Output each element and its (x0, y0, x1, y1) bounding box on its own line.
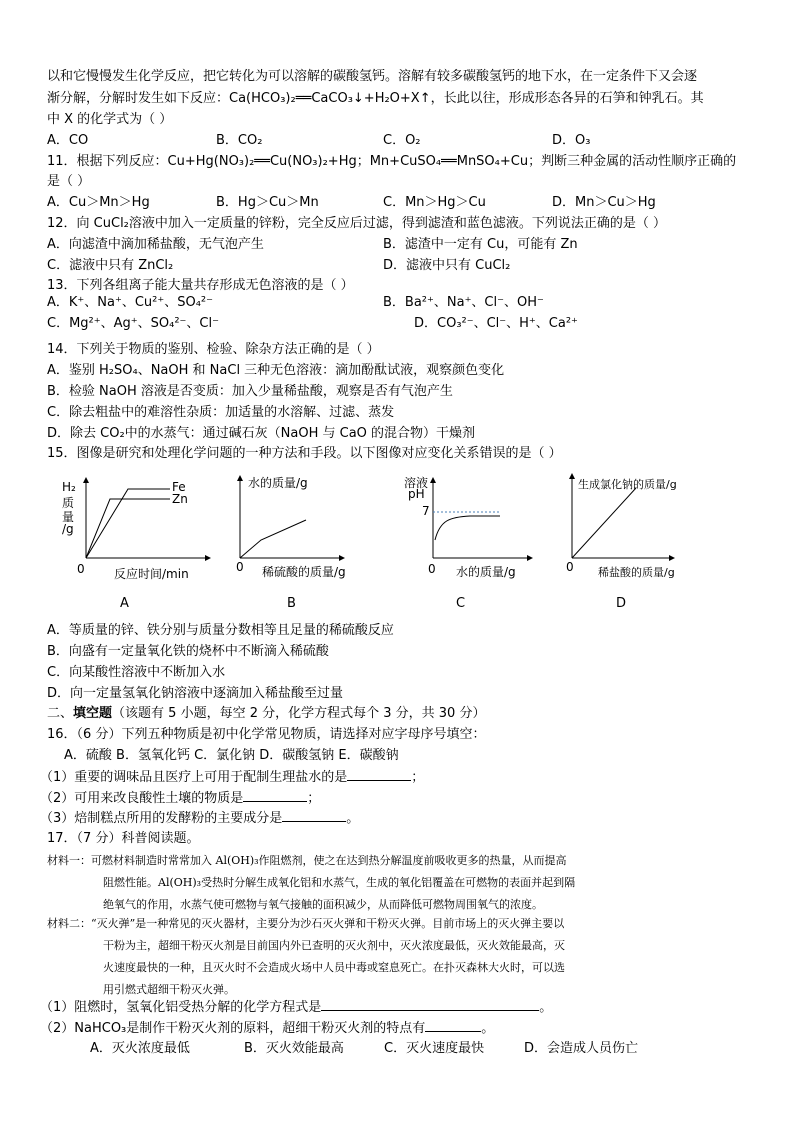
q11-stem: 11．根据下列反应：Cu+Hg(NO₃)₂══Cu(NO₃)₂+Hg；Mn+CuSO₄══MnSO₄+Cu；判断三种金属的活动性顺序正确的 (47, 154, 737, 169)
q17-blank-2[interactable] (425, 1018, 481, 1032)
section-2-heading (47, 704, 485, 724)
q17-part-2-text: （2）NaHCO₃是制作干粉灭火剂的原料，超细干粉灭火剂的特点有 (40, 1021, 426, 1036)
q17-part-1-end: 。 (539, 1000, 553, 1015)
q15-option-a: A．等质量的锌、铁分别与质量分数相等且足量的稀硫酸反应 (47, 623, 394, 638)
q16-blank-3[interactable] (282, 808, 346, 822)
graph-d-ylabel: 生成氯化钠的质量/g (578, 478, 677, 491)
material-1-line: 材料一：可燃材料制造时常常加入 Al(OH)₃作阻燃剂，使之在达到热分解温度前吸收更多的热量，从而提高 (47, 854, 567, 867)
q13-option-c: C．Mg²⁺、Ag⁺、SO₄²⁻、Cl⁻ (47, 316, 219, 331)
graph-c-xlabel: 水的质量/g (456, 565, 516, 579)
q16-part-1-end: ； (411, 770, 425, 785)
q13-option-b: B．Ba²⁺、Na⁺、Cl⁻、OH⁻ (383, 295, 544, 310)
q16-part-3-end: 。 (346, 811, 360, 826)
q17-option-d: D．会造成人员伤亡 (524, 1041, 639, 1056)
q17-option-a: A．灭火浓度最低 (90, 1041, 190, 1056)
graph-c-ylabel-2: pH (408, 487, 425, 501)
graph-d-letter: D (616, 596, 627, 611)
q16-part-3-text: （3）焙制糕点所用的发酵粉的主要成分是 (40, 811, 283, 826)
graph-a-xlabel: 反应时间/min (114, 567, 189, 581)
graph-a-ylabel-4: /g (62, 522, 74, 536)
section-2-number: 二、 (47, 706, 74, 721)
q12-option-b: B．滤渣中一定有 Cu，可能有 Zn (383, 237, 578, 252)
q15-option-c: C．向某酸性溶液中不断加入水 (47, 665, 226, 680)
graph-a-fe-label: Fe (172, 480, 186, 494)
q12-option-d: D．滤液中只有 CuCl₂ (383, 258, 511, 273)
q14-option-b: B．检验 NaOH 溶液是否变质：加入少量稀盐酸，观察是否有气泡产生 (47, 384, 453, 399)
graph-a (86, 480, 208, 558)
q11-stem: 是（ ） (47, 174, 91, 189)
q13-option-a: A．K⁺、Na⁺、Cu²⁺、SO₄²⁻ (47, 295, 213, 310)
q17-option-b: B．灭火效能最高 (244, 1041, 344, 1056)
q16-blank-1[interactable] (347, 767, 411, 781)
q16-stem: 16．（6 分）下列五种物质是初中化学常见物质，请选择对应字母序号填空： (47, 727, 486, 742)
graph-a-origin: 0 (77, 562, 85, 576)
graph-c-ylabel-1: 溶液 (404, 476, 429, 490)
question-line: 以和它慢慢发生化学反应，把它转化为可以溶解的碳酸氢钙。溶解有较多碳酸氢钙的地下水，在一定条件下又会逐 (47, 69, 698, 84)
material-2-line: 用引燃式超细干粉灭火弹。 (103, 983, 235, 996)
graph-c-origin: 0 (428, 562, 436, 576)
material-1-line: 阻燃性能。Al(OH)₃受热时分解生成氧化铝和水蒸气，生成的氧化铝覆盖在可燃物的表面并起到隔 (103, 876, 576, 889)
graph-a-zn-curve (86, 499, 170, 558)
q17-blank-1[interactable] (321, 997, 539, 1011)
q13-option-d: D．CO₃²⁻、Cl⁻、H⁺、Ca²⁺ (414, 316, 578, 331)
section-2-title: 填空题 (73, 706, 113, 721)
graph-a-ylabel-1: H₂ (62, 480, 76, 494)
q17-part-1 (40, 997, 552, 1018)
graph-a-ylabel-3: 量 (62, 510, 75, 524)
graph-b-ylabel: 水的质量/g (248, 476, 308, 490)
q12-stem: 12．向 CuCl₂溶液中加入一定质量的锌粉，完全反应后过滤，得到滤渣和蓝色滤液。下列说法正确的是（ ） (47, 216, 667, 231)
q17-part-2-end: 。 (481, 1021, 495, 1036)
q14-option-d: D．除去 CO₂中的水蒸气：通过碱石灰（NaOH 与 CaO 的混合物）干燥剂 (47, 426, 476, 441)
graph-b-xlabel: 稀硫酸的质量/g (262, 565, 346, 579)
material-2-line: 火速度最快的一种，且灭火时不会造成火场中人员中毒或窒息死亡。在扑灭森林大火时，可以选 (103, 961, 565, 974)
graph-a-zn-label: Zn (172, 492, 188, 506)
q17-stem: 17．（7 分）科普阅读题。 (47, 831, 200, 846)
q16-part-1 (40, 767, 424, 788)
graph-b-curve (240, 520, 306, 558)
material-1-line: 绝氧气的作用，水蒸气使可燃物与氧气接触的面积减少，从而降低可燃物周围氧气的浓度。 (103, 898, 543, 911)
q16-part-1-text: （1）重要的调味品且医疗上可用于配制生理盐水的是 (40, 770, 348, 785)
q13-stem: 13．下列各组离子能大量共存形成无色溶液的是（ ） (47, 278, 354, 293)
graph-c-ph7: 7 (422, 504, 430, 518)
q12-option-c: C．滤液中只有 ZnCl₂ (47, 258, 174, 273)
q15-option-d: D．向一定量氢氧化钠溶液中逐滴加入稀盐酸至过量 (47, 686, 344, 701)
q17-part-2 (40, 1018, 494, 1039)
q12-option-a: A．向滤渣中滴加稀盐酸，无气泡产生 (47, 237, 264, 252)
graph-d-curve (572, 488, 636, 558)
material-2-line: 干粉为主，超细干粉灭火剂是目前国内外已查明的灭火剂中，灭火浓度最低，灭火效能最高，灭 (103, 939, 565, 952)
question-line: 渐分解，分解时发生如下反应：Ca(HCO₃)₂══CaCO₃↓+H₂O+X↑，长此以往，形成形态各异的石笋和钟乳石。其 (47, 91, 704, 106)
graph-a-ylabel-2: 质 (62, 496, 75, 510)
q17-part-1-text: （1）阻燃时，氢氧化铝受热分解的化学方程式是 (40, 1000, 322, 1015)
q15-stem: 15．图像是研究和处理化学问题的一种方法和手段。以下图像对应变化关系错误的是（ ） (47, 446, 562, 461)
section-2-note: （该题有 5 小题，每空 2 分，化学方程式每个 3 分，共 30 分） (112, 706, 486, 721)
q16-part-2-end: ； (307, 791, 321, 806)
q16-part-3 (40, 808, 359, 829)
graph-c (433, 480, 530, 558)
graph-d-origin: 0 (566, 560, 574, 574)
q10-option-a: A．CO (47, 133, 89, 148)
q16-part-2-text: （2）可用来改良酸性土壤的物质是 (40, 791, 244, 806)
q17-option-c: C．灭火速度最快 (384, 1041, 485, 1056)
graph-a-letter: A (120, 596, 129, 611)
graph-d-xlabel: 稀盐酸的质量/g (598, 566, 675, 579)
q11-option-d: D．Mn＞Cu＞Hg (552, 195, 656, 210)
graph-b-letter: B (287, 596, 296, 611)
graph-c-curve (435, 516, 500, 540)
q14-option-c: C．除去粗盐中的难溶性杂质：加适量的水溶解、过滤、蒸发 (47, 405, 395, 420)
q11-option-b: B．Hg＞Cu＞Mn (216, 195, 319, 210)
graph-c-letter: C (456, 596, 466, 611)
q14-option-a: A．鉴别 H₂SO₄、NaOH 和 NaCl 三种无色溶液：滴加酚酞试液，观察颜色变化 (47, 363, 505, 378)
q15-option-b: B．向盛有一定量氧化铁的烧杯中不断滴入稀硫酸 (47, 644, 329, 659)
q10-option-b: B．CO₂ (216, 133, 263, 148)
q10-option-d: D．O₃ (552, 133, 591, 148)
q16-blank-2[interactable] (243, 788, 307, 802)
q14-stem: 14．下列关于物质的鉴别、检验、除杂方法正确的是（ ） (47, 342, 380, 357)
q16-choices: A．硫酸 B．氢氧化钙 C．氯化钠 D．碳酸氢钠 E．碳酸钠 (64, 748, 399, 763)
material-2-line: 材料二：“灭火弹”是一种常见的灭火器材，主要分为沙石灭火弹和干粉灭火弹。目前市场上的灭火弹主要以 (47, 917, 565, 930)
q16-part-2 (40, 788, 320, 809)
question-line: 中 X 的化学式为（ ） (47, 112, 173, 127)
q11-option-c: C．Mn＞Hg＞Cu (383, 195, 486, 210)
q10-option-c: C．O₂ (383, 133, 421, 148)
graph-b-origin: 0 (236, 560, 244, 574)
q11-option-a: A．Cu＞Mn＞Hg (47, 195, 150, 210)
